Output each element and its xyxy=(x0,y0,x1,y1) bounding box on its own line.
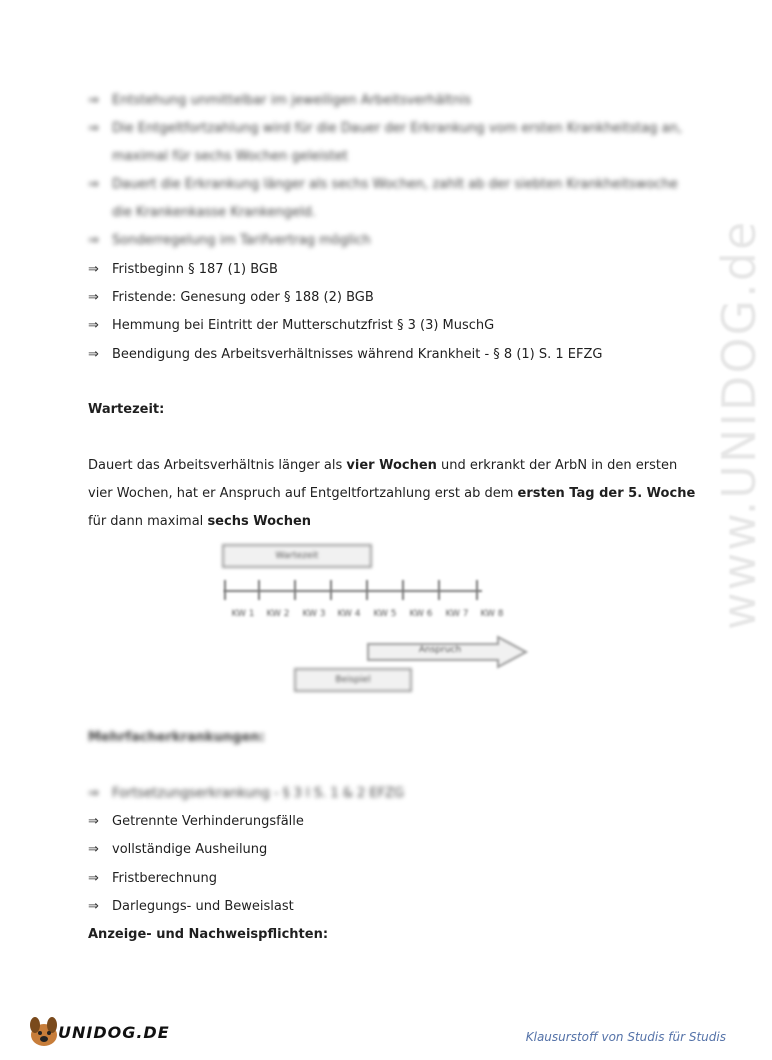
diagram-top-box-label: Wartezeit xyxy=(275,551,319,561)
blurred-bullet: ⇒ Sonderregelung im Tarifvertrag möglich xyxy=(88,233,371,248)
timeline-tick xyxy=(402,580,404,600)
blurred-bullet: ⇒ Die Entgeltfortzahlung wird für die Dauer der Erkrankung vom ersten Krankheitstag an, xyxy=(88,121,682,136)
diagram-bottom-box-label: Beispiel xyxy=(335,675,371,685)
week-label: KW 1 xyxy=(231,609,255,619)
timeline-tick xyxy=(476,580,478,600)
anspruch-label: Anspruch xyxy=(418,645,462,655)
week-label: KW 2 xyxy=(266,609,290,619)
week-label: KW 6 xyxy=(409,609,433,619)
bullet-item: ⇒ Beendigung des Arbeitsverhältnisses während Krankheit - § 8 (1) S. 1 EFZG xyxy=(88,347,603,362)
blurred-bullet: ⇒ Entstehung unmittelbar im jeweiligen Arbeitsverhältnis xyxy=(88,93,472,108)
rightwards-double-arrow-icon: ⇒ xyxy=(88,347,99,362)
bullet-item: ⇒ Fristbeginn § 187 (1) BGB xyxy=(88,262,278,277)
week-label: KW 3 xyxy=(302,609,326,619)
rightwards-double-arrow-icon: ⇒ xyxy=(88,121,99,136)
rightwards-double-arrow-icon: ⇒ xyxy=(88,899,99,914)
week-label: KW 5 xyxy=(373,609,397,619)
logo-text: UNIDOG.DE xyxy=(58,1023,170,1042)
unidog-logo xyxy=(24,1015,170,1049)
timeline-tick xyxy=(330,580,332,600)
diagram-bottom-box xyxy=(294,668,412,692)
week-label: KW 4 xyxy=(337,609,361,619)
timeline-axis xyxy=(224,590,482,592)
rightwards-double-arrow-icon: ⇒ xyxy=(88,842,99,857)
paragraph-line: für dann maximal sechs Wochen xyxy=(88,514,312,529)
blurred-bullet-continuation: maximal für sechs Wochen geleistet xyxy=(112,149,348,164)
rightwards-double-arrow-icon: ⇒ xyxy=(88,786,99,801)
week-label: KW 7 xyxy=(445,609,469,619)
footer-tagline: Klausurstoff von Studis für Studis xyxy=(525,1030,726,1044)
bullet-item: ⇒ Hemmung bei Eintritt der Mutterschutzfrist § 3 (3) MuschG xyxy=(88,318,495,333)
timeline-tick xyxy=(438,580,440,600)
diagram-top-box xyxy=(222,544,372,568)
week-label: KW 8 xyxy=(480,609,504,619)
paragraph-line: vier Wochen, hat er Anspruch auf Entgeltfortzahlung erst ab dem ersten Tag der 5. Woche xyxy=(88,486,696,501)
bullet-item: ⇒ Fristende: Genesung oder § 188 (2) BGB xyxy=(88,290,374,305)
blurred-bullet: ⇒ Dauert die Erkrankung länger als sechs Wochen, zahlt ab der siebten Krankheitswoche xyxy=(88,177,678,192)
bullet-item: ⇒ vollständige Ausheilung xyxy=(88,842,268,857)
bullet-item: ⇒ Getrennte Verhinderungsfälle xyxy=(88,814,304,829)
watermark: www.UNIDOG.de xyxy=(712,219,766,630)
rightwards-double-arrow-icon: ⇒ xyxy=(88,177,99,192)
timeline-tick xyxy=(294,580,296,600)
rightwards-double-arrow-icon: ⇒ xyxy=(88,318,99,333)
blurred-bullet: ⇒ Fortsetzungserkrankung - § 3 I S. 1 & 2 EFZG xyxy=(88,786,405,801)
rightwards-double-arrow-icon: ⇒ xyxy=(88,290,99,305)
rightwards-double-arrow-icon: ⇒ xyxy=(88,93,99,108)
section-heading-wartezeit: Wartezeit: xyxy=(88,402,165,417)
timeline-tick xyxy=(258,580,260,600)
blurred-bullet-continuation: die Krankenkasse Krankengeld. xyxy=(112,205,316,220)
section-heading-mehrfach: Mehrfacherkrankungen: xyxy=(88,730,265,745)
timeline-tick xyxy=(224,580,226,600)
bullet-item: ⇒ Darlegungs- und Beweislast xyxy=(88,899,294,914)
bullet-item: ⇒ Fristberechnung xyxy=(88,871,218,886)
paragraph-line: Dauert das Arbeitsverhältnis länger als vier Wochen und erkrankt der ArbN in den ersten xyxy=(88,458,678,473)
section-heading-anzeige: Anzeige- und Nachweispflichten: xyxy=(88,927,329,942)
rightwards-double-arrow-icon: ⇒ xyxy=(88,814,99,829)
rightwards-double-arrow-icon: ⇒ xyxy=(88,871,99,886)
rightwards-double-arrow-icon: ⇒ xyxy=(88,233,99,248)
timeline-tick xyxy=(366,580,368,600)
rightwards-double-arrow-icon: ⇒ xyxy=(88,262,99,277)
